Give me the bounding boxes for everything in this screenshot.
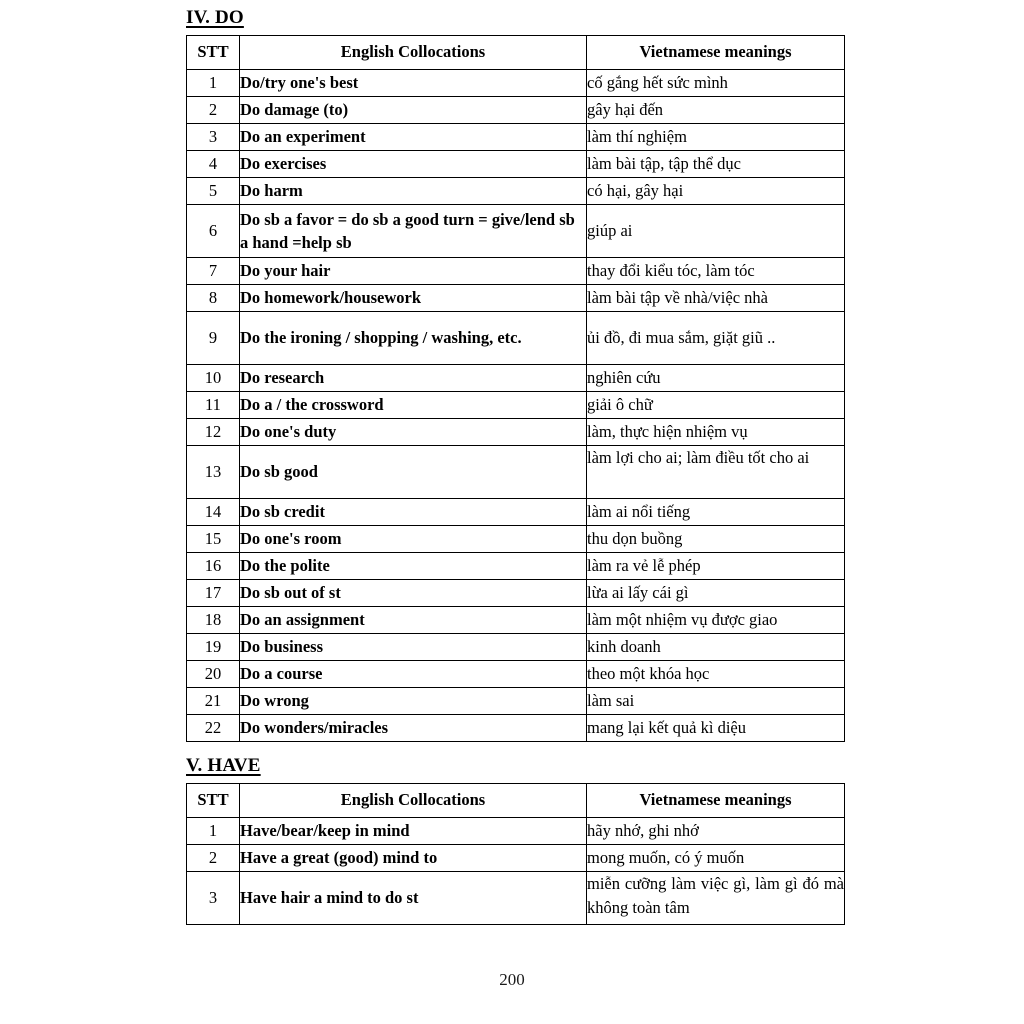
cell-english-collocation: Do research [240,365,587,392]
section-heading-have: V. HAVE [186,755,261,776]
table-row [187,258,845,285]
cell-vietnamese-meaning: làm thí nghiệm [587,124,845,151]
cell-vietnamese-meaning: cố gắng hết sức mình [587,70,845,97]
table-row [187,205,845,258]
cell-stt: 2 [187,97,240,124]
cell-english-collocation: Do wrong [240,688,587,715]
cell-stt: 10 [187,365,240,392]
table-row [187,526,845,553]
table-row [187,715,845,742]
cell-vietnamese-meaning: gây hại đến [587,97,845,124]
cell-stt: 17 [187,580,240,607]
cell-stt: 21 [187,688,240,715]
cell-stt: 4 [187,151,240,178]
cell-english-collocation: Do sb credit [240,499,587,526]
cell-english-collocation: Have/bear/keep in mind [240,818,587,845]
cell-english-collocation: Do the ironing / shopping / washing, etc. [240,312,587,365]
table-row [187,97,845,124]
cell-english-collocation: Do harm [240,178,587,205]
cell-vietnamese-meaning: làm bài tập về nhà/việc nhà [587,285,845,312]
table-row [187,634,845,661]
page-number: 200 [499,970,525,989]
cell-stt: 2 [187,845,240,872]
cell-stt: 8 [187,285,240,312]
cell-vietnamese-meaning: ủi đồ, đi mua sắm, giặt giũ .. [587,312,845,365]
cell-stt: 11 [187,392,240,419]
cell-vietnamese-meaning: làm ai nổi tiếng [587,499,845,526]
table-row [187,70,845,97]
table-row [187,580,845,607]
cell-stt: 7 [187,258,240,285]
cell-vietnamese-meaning: làm, thực hiện nhiệm vụ [587,419,845,446]
cell-english-collocation: Do sb a favor = do sb a good turn = give/lend sb a hand =help sb [240,205,587,258]
cell-vietnamese-meaning: thay đổi kiểu tóc, làm tóc [587,258,845,285]
section-heading-do-wrapper [186,0,844,28]
column-header-stt: STT [187,36,240,70]
cell-vietnamese-meaning: nghiên cứu [587,365,845,392]
table-row [187,419,845,446]
table-row [187,818,845,845]
column-header-vietnamese: Vietnamese meanings [587,784,845,818]
cell-stt: 22 [187,715,240,742]
column-header-stt: STT [187,784,240,818]
cell-stt: 1 [187,818,240,845]
cell-english-collocation: Do an experiment [240,124,587,151]
table-header-row [187,36,845,70]
table-row [187,178,845,205]
table-row [187,661,845,688]
cell-vietnamese-meaning: có hại, gây hại [587,178,845,205]
table-row [187,392,845,419]
collocation-table-have [186,783,845,925]
cell-english-collocation: Do a / the crossword [240,392,587,419]
cell-vietnamese-meaning: giúp ai [587,205,845,258]
cell-english-collocation: Do homework/housework [240,285,587,312]
table-row [187,446,845,499]
cell-english-collocation: Do sb good [240,446,587,499]
column-header-vietnamese: Vietnamese meanings [587,36,845,70]
cell-english-collocation: Do sb out of st [240,580,587,607]
cell-vietnamese-meaning: làm ra vẻ lễ phép [587,553,845,580]
cell-stt: 3 [187,872,240,925]
cell-vietnamese-meaning: theo một khóa học [587,661,845,688]
cell-english-collocation: Do damage (to) [240,97,587,124]
cell-english-collocation: Do the polite [240,553,587,580]
table-row [187,845,845,872]
cell-english-collocation: Do an assignment [240,607,587,634]
table-row [187,872,845,925]
cell-english-collocation: Do/try one's best [240,70,587,97]
cell-vietnamese-meaning: kinh doanh [587,634,845,661]
cell-vietnamese-meaning: mong muốn, có ý muốn [587,845,845,872]
cell-vietnamese-meaning: làm một nhiệm vụ được giao [587,607,845,634]
document-page [186,0,844,925]
cell-vietnamese-meaning: thu dọn buồng [587,526,845,553]
cell-english-collocation: Do wonders/miracles [240,715,587,742]
cell-vietnamese-meaning: mang lại kết quả kì diệu [587,715,845,742]
column-header-english: English Collocations [240,36,587,70]
cell-vietnamese-meaning: hãy nhớ, ghi nhớ [587,818,845,845]
cell-stt: 12 [187,419,240,446]
table-row [187,499,845,526]
cell-vietnamese-meaning: làm bài tập, tập thể dục [587,151,845,178]
cell-stt: 16 [187,553,240,580]
cell-stt: 19 [187,634,240,661]
table-body-do [187,70,845,742]
table-row [187,365,845,392]
cell-stt: 9 [187,312,240,365]
cell-stt: 18 [187,607,240,634]
table-row [187,688,845,715]
collocation-table-do [186,35,845,742]
table-row [187,285,845,312]
cell-english-collocation: Have hair a mind to do st [240,872,587,925]
cell-english-collocation: Do one's room [240,526,587,553]
section-heading-have-wrapper [186,742,844,776]
table-header-row [187,784,845,818]
table-row [187,607,845,634]
cell-vietnamese-meaning: giải ô chữ [587,392,845,419]
table-row [187,312,845,365]
table-body-have [187,818,845,925]
cell-stt: 13 [187,446,240,499]
cell-english-collocation: Do business [240,634,587,661]
section-heading-do: IV. DO [186,7,244,28]
column-header-english: English Collocations [240,784,587,818]
cell-stt: 5 [187,178,240,205]
cell-vietnamese-meaning: làm sai [587,688,845,715]
cell-stt: 3 [187,124,240,151]
cell-english-collocation: Do a course [240,661,587,688]
cell-stt: 14 [187,499,240,526]
cell-stt: 6 [187,205,240,258]
cell-stt: 20 [187,661,240,688]
cell-stt: 15 [187,526,240,553]
cell-vietnamese-meaning: làm lợi cho ai; làm điều tốt cho ai [587,446,845,499]
cell-english-collocation: Do your hair [240,258,587,285]
cell-vietnamese-meaning: lừa ai lấy cái gì [587,580,845,607]
cell-english-collocation: Do one's duty [240,419,587,446]
table-row [187,151,845,178]
cell-vietnamese-meaning: miễn cưỡng làm việc gì, làm gì đó mà không toàn tâm [587,872,845,925]
table-row [187,124,845,151]
table-row [187,553,845,580]
cell-stt: 1 [187,70,240,97]
cell-english-collocation: Have a great (good) mind to [240,845,587,872]
cell-english-collocation: Do exercises [240,151,587,178]
